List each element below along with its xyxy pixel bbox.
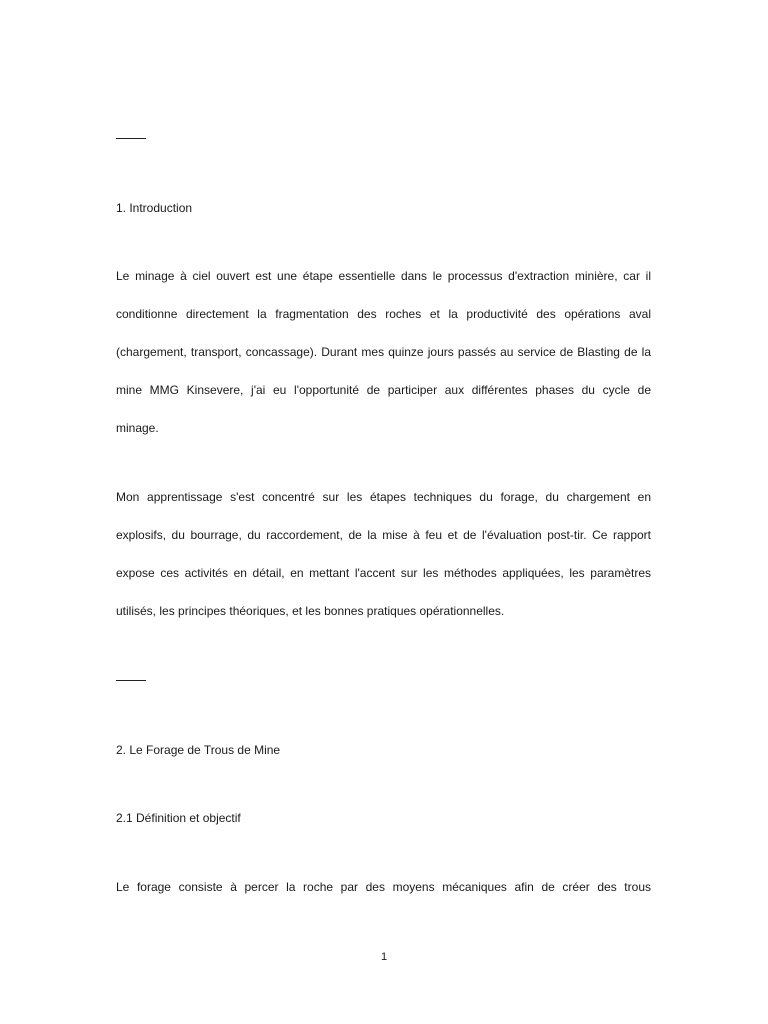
separator-rule [116,138,146,139]
paragraph-line: (chargement, transport, concassage). Durant mes quinze jours passés au service de Blasting de la [116,345,651,359]
paragraph-line: explosifs, du bourrage, du raccordement, de la mise à feu et de l'évaluation post-tir. Ce rapport [116,528,651,542]
section-heading-forage: 2. Le Forage de Trous de Mine [116,743,281,757]
section-heading-introduction: 1. Introduction [116,201,193,215]
paragraph-line: Le forage consiste à percer la roche par des moyens mécaniques afin de créer des trous [116,880,651,894]
paragraph-line: minage. [116,421,159,435]
paragraph-introduction-2 [116,478,651,630]
paragraph-line: mine MMG Kinsevere, j'ai eu l'opportunité de participer aux différentes phases du cycle de [116,383,651,397]
paragraph-line: conditionne directement la fragmentation des roches et la productivité des opérations aval [116,307,651,321]
paragraph-forage-1 [116,868,651,906]
subsection-heading-definition: 2.1 Définition et objectif [116,811,241,825]
page-number: 1 [380,951,388,963]
paragraph-line: Le minage à ciel ouvert est une étape essentielle dans le processus d'extraction minière, car il [116,269,651,283]
paragraph-line: Mon apprentissage s'est concentré sur les étapes techniques du forage, du chargement en [116,490,651,504]
paragraph-line: utilisés, les principes théoriques, et les bonnes pratiques opérationnelles. [116,604,505,618]
separator-rule [116,680,146,681]
paragraph-line: expose ces activités en détail, en mettant l'accent sur les méthodes appliquées, les paramètres [116,566,651,580]
paragraph-introduction-1 [116,257,651,447]
